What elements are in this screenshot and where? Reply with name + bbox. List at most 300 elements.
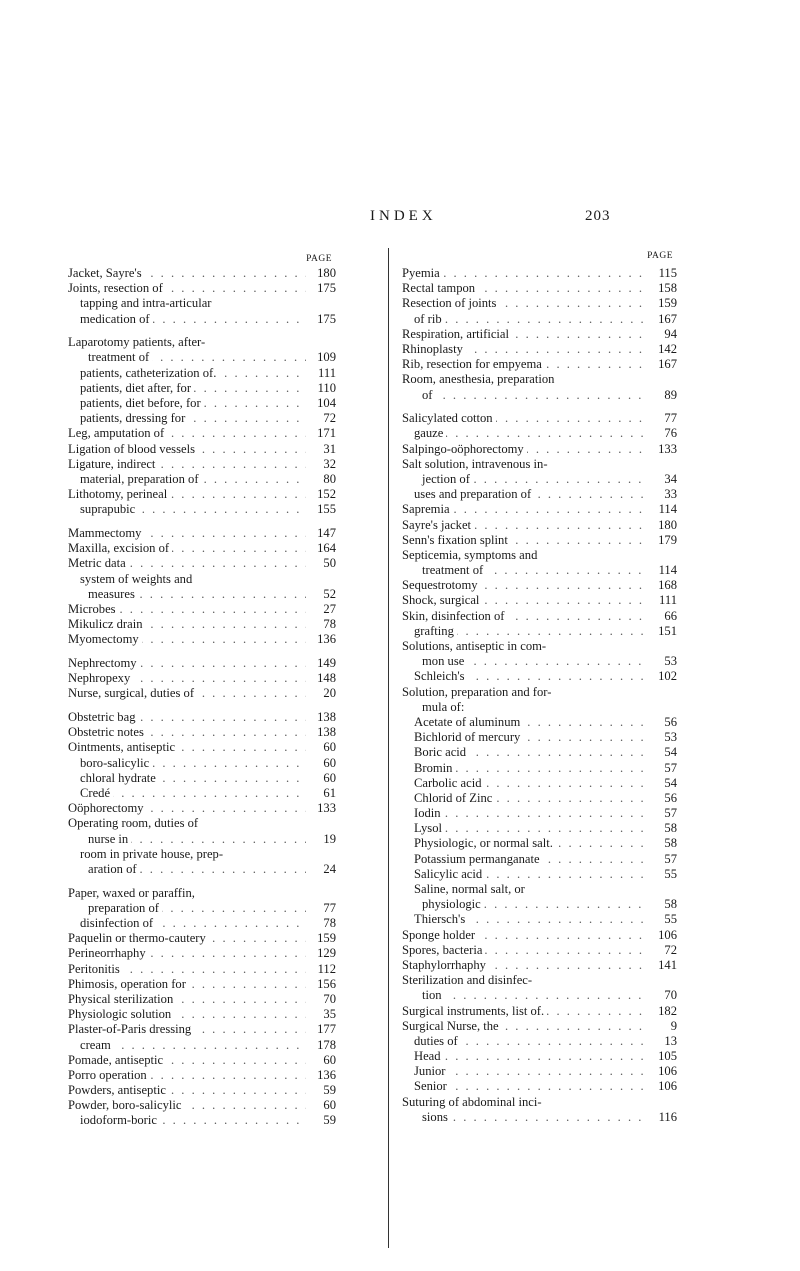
entry-term: aration of xyxy=(88,862,140,877)
index-entry xyxy=(68,1038,336,1053)
entry-term: Myomectomy xyxy=(68,632,142,647)
entry-page-number: 112 xyxy=(317,961,336,976)
entry-page-number: 116 xyxy=(658,1109,677,1124)
entry-term: Room, anesthesia, preparation xyxy=(402,372,555,387)
dot-leader xyxy=(422,988,647,1003)
entry-page-number: 33 xyxy=(664,487,677,502)
index-column-right xyxy=(402,251,677,1125)
index-entry xyxy=(402,442,677,457)
entry-page-number: 60 xyxy=(323,770,336,785)
index-entry xyxy=(68,886,336,901)
entry-term: Septicemia, symptoms and xyxy=(402,547,538,562)
entry-page-number: 149 xyxy=(317,656,336,670)
entry-page-number: 178 xyxy=(317,1037,336,1052)
entry-page-number: 55 xyxy=(664,912,677,927)
entry-page-number: 66 xyxy=(664,608,677,623)
entry-page-number: 148 xyxy=(317,671,336,686)
entry-page-number: 111 xyxy=(659,593,677,608)
entry-term: Obstetric notes xyxy=(68,725,147,740)
entry-term: Phimosis, operation for xyxy=(68,977,189,992)
index-entry xyxy=(402,897,677,912)
dot-leader xyxy=(414,1049,647,1064)
entry-page-number: 58 xyxy=(664,897,677,912)
index-entry xyxy=(68,816,336,831)
entry-page-number: 27 xyxy=(323,601,336,616)
index-letter-group xyxy=(68,710,336,877)
entry-term: patients, diet after, for xyxy=(80,381,194,396)
entry-page-number: 147 xyxy=(317,526,336,540)
page-column-label: PAGE xyxy=(306,254,332,264)
index-entry xyxy=(402,958,677,973)
entry-term: material, preparation of xyxy=(80,472,202,487)
entry-term: Surgical instruments, list of. xyxy=(402,1004,547,1019)
entry-term: uses and preparation of xyxy=(414,487,534,502)
index-entry xyxy=(68,411,336,426)
entry-term: Senior xyxy=(414,1079,450,1094)
entry-page-number: 167 xyxy=(658,311,677,326)
entry-page-number: 20 xyxy=(323,686,336,701)
dot-leader xyxy=(422,388,647,403)
entry-page-number: 72 xyxy=(323,411,336,426)
entry-page-number: 105 xyxy=(658,1049,677,1064)
index-entry xyxy=(68,526,336,541)
index-entry xyxy=(402,593,677,608)
entry-term: Leg, amputation of xyxy=(68,426,167,441)
index-entry xyxy=(402,715,677,730)
dot-leader xyxy=(414,1064,647,1079)
entry-term: Head xyxy=(414,1049,444,1064)
index-entry xyxy=(402,411,677,426)
entry-page-number: 35 xyxy=(323,1007,336,1022)
index-entry xyxy=(68,572,336,587)
index-entry xyxy=(402,609,677,624)
entry-page-number: 56 xyxy=(664,714,677,729)
entry-page-number: 78 xyxy=(323,617,336,632)
entry-term: Joints, resection of xyxy=(68,281,166,296)
entry-term: of rib xyxy=(414,312,445,327)
entry-term: Rib, resection for empyema xyxy=(402,357,545,372)
entry-page-number: 136 xyxy=(317,632,336,647)
entry-page-number: 34 xyxy=(664,471,677,486)
index-entry xyxy=(402,928,677,943)
entry-page-number: 138 xyxy=(317,710,336,725)
index-entry xyxy=(68,1098,336,1113)
entry-term: nurse in xyxy=(88,832,131,847)
entry-page-number: 167 xyxy=(658,357,677,372)
entry-term: room in private house, prep- xyxy=(80,846,224,861)
entry-term: Staphylorrhaphy xyxy=(402,958,489,973)
index-entry xyxy=(402,296,677,311)
entry-term: Credé xyxy=(80,786,113,801)
index-entry xyxy=(402,639,677,654)
entry-page-number: 77 xyxy=(664,411,677,426)
entry-page-number: 133 xyxy=(317,801,336,816)
index-entry xyxy=(68,1007,336,1022)
index-letter-group xyxy=(68,335,336,517)
entry-term: Mikulicz drain xyxy=(68,617,146,632)
index-entry xyxy=(68,426,336,441)
index-entry xyxy=(402,266,677,281)
dot-leader xyxy=(414,821,647,836)
index-letter-group xyxy=(402,266,677,403)
index-entry xyxy=(402,388,677,403)
page-column-label: PAGE xyxy=(647,251,673,261)
entry-term: Nephrectomy xyxy=(68,656,140,671)
index-letter-group xyxy=(402,411,677,1125)
entry-term: iodoform-boric xyxy=(80,1113,160,1128)
dot-leader xyxy=(80,1038,306,1053)
entry-page-number: 142 xyxy=(658,341,677,356)
index-entry xyxy=(68,901,336,916)
index-entry xyxy=(402,806,677,821)
index-letter-group xyxy=(68,656,336,702)
index-entry xyxy=(402,563,677,578)
entry-term: Powder, boro-salicylic xyxy=(68,1098,185,1113)
entry-page-number: 171 xyxy=(317,426,336,441)
index-entry xyxy=(68,396,336,411)
index-entry xyxy=(68,862,336,877)
entry-term: gauze xyxy=(414,426,446,441)
entry-term: Perineorrhaphy xyxy=(68,946,149,961)
entry-page-number: 141 xyxy=(658,957,677,972)
entry-term: treatment of xyxy=(88,350,152,365)
entry-term: Surgical Nurse, the xyxy=(402,1019,502,1034)
entry-page-number: 54 xyxy=(664,745,677,760)
index-entry xyxy=(402,730,677,745)
entry-term: disinfection of xyxy=(80,916,156,931)
page-header xyxy=(0,208,800,228)
entry-page-number: 179 xyxy=(658,532,677,547)
index-entry xyxy=(68,312,336,327)
entry-page-number: 155 xyxy=(317,502,336,517)
entry-term: patients, catheterization of. xyxy=(80,366,219,381)
index-entry xyxy=(402,578,677,593)
entry-term: suprapubic xyxy=(80,502,138,517)
entry-term: Salpingo-oöphorectomy xyxy=(402,442,527,457)
entry-term: Plaster-of-Paris dressing xyxy=(68,1022,194,1037)
entry-term: Shock, surgical xyxy=(402,593,482,608)
entry-term: Paquelin or thermo-cautery xyxy=(68,931,209,946)
entry-term: Sterilization and disinfec- xyxy=(402,973,533,988)
entry-term: Spores, bacteria xyxy=(402,943,485,958)
entry-page-number: 54 xyxy=(664,775,677,790)
index-entry xyxy=(402,836,677,851)
index-entry xyxy=(68,771,336,786)
index-entry xyxy=(402,821,677,836)
entry-term: Thiersch's xyxy=(414,912,468,927)
index-entry xyxy=(402,372,677,387)
index-entry xyxy=(68,602,336,617)
entry-term: measures xyxy=(88,587,138,602)
page-number: 203 xyxy=(585,208,611,224)
index-entry xyxy=(402,791,677,806)
entry-term: tion xyxy=(422,988,445,1003)
entry-term: Salt solution, intravenous in- xyxy=(402,456,548,471)
entry-term: duties of xyxy=(414,1034,461,1049)
index-entry xyxy=(68,472,336,487)
entry-page-number: 52 xyxy=(323,586,336,601)
entry-term: Rectal tampon xyxy=(402,281,478,296)
entry-term: Pomade, antiseptic xyxy=(68,1053,166,1068)
index-entry xyxy=(402,518,677,533)
index-entry xyxy=(68,847,336,862)
index-entry xyxy=(68,832,336,847)
index-entry xyxy=(68,502,336,517)
index-entry xyxy=(402,357,677,372)
index-entry xyxy=(68,916,336,931)
entry-term: cream xyxy=(80,1038,114,1053)
entry-term: Skin, disinfection of xyxy=(402,609,508,624)
entry-page-number: 78 xyxy=(323,916,336,930)
entry-page-number: 182 xyxy=(658,1003,677,1018)
index-entry xyxy=(68,686,336,701)
entry-page-number: 180 xyxy=(317,266,336,280)
entry-term: boro-salicylic xyxy=(80,756,152,771)
dot-leader xyxy=(80,786,306,801)
index-entry xyxy=(68,457,336,472)
entry-page-number: 158 xyxy=(658,281,677,296)
entry-term: Oöphorectomy xyxy=(68,801,147,816)
index-entry xyxy=(402,685,677,700)
entry-term: Iodin xyxy=(414,806,444,821)
index-entry xyxy=(402,882,677,897)
entry-term: tapping and intra-articular xyxy=(80,296,212,311)
index-entry xyxy=(402,624,677,639)
index-entry xyxy=(68,1068,336,1083)
entry-term: Senn's fixation splint xyxy=(402,533,511,548)
index-entry xyxy=(68,1083,336,1098)
index-entry xyxy=(68,756,336,771)
entry-term: Physiologic solution xyxy=(68,1007,174,1022)
index-entry xyxy=(402,943,677,958)
entry-term: Respiration, artificial xyxy=(402,327,512,342)
entry-page-number: 56 xyxy=(664,790,677,805)
dot-leader xyxy=(422,1110,647,1125)
entry-term: Sponge holder xyxy=(402,928,478,943)
entry-term: grafting xyxy=(414,624,457,639)
entry-term: Salicylated cotton xyxy=(402,411,496,426)
entry-page-number: 19 xyxy=(323,831,336,846)
entry-page-number: 168 xyxy=(658,578,677,593)
entry-page-number: 72 xyxy=(664,942,677,957)
entry-page-number: 60 xyxy=(323,1052,336,1067)
index-entry xyxy=(68,366,336,381)
entry-term: Pyemia xyxy=(402,266,443,281)
index-entry xyxy=(402,745,677,760)
entry-page-number: 110 xyxy=(317,380,336,395)
entry-page-number: 175 xyxy=(317,281,336,296)
index-entry xyxy=(68,587,336,602)
index-entry xyxy=(402,988,677,1003)
entry-term: Solution, preparation and for- xyxy=(402,684,552,699)
index-entry xyxy=(68,977,336,992)
entry-term: Obstetric bag xyxy=(68,710,139,725)
entry-page-number: 151 xyxy=(658,623,677,638)
index-entry xyxy=(68,335,336,350)
index-entry xyxy=(68,962,336,977)
entry-term: Chlorid of Zinc xyxy=(414,791,495,806)
entry-term: chloral hydrate xyxy=(80,771,159,786)
entry-page-number: 53 xyxy=(664,654,677,669)
entry-page-number: 24 xyxy=(323,861,336,876)
entry-term: Bromin xyxy=(414,761,455,776)
entry-term: Paper, waxed or paraffin, xyxy=(68,885,195,900)
index-column-left xyxy=(68,254,336,1129)
entry-term: jection of xyxy=(422,472,473,487)
entry-page-number: 102 xyxy=(658,669,677,684)
index-entry xyxy=(68,266,336,281)
index-entry xyxy=(402,312,677,327)
entry-page-number: 177 xyxy=(317,1022,336,1037)
dot-leader xyxy=(414,426,647,441)
entry-page-number: 59 xyxy=(323,1113,336,1128)
index-entry xyxy=(68,442,336,457)
entry-page-number: 58 xyxy=(664,836,677,851)
index-entry xyxy=(68,710,336,725)
entry-page-number: 114 xyxy=(658,502,677,517)
entry-page-number: 111 xyxy=(318,365,336,380)
index-entry xyxy=(402,1110,677,1125)
entry-page-number: 57 xyxy=(664,760,677,775)
entry-page-number: 106 xyxy=(658,927,677,942)
entry-page-number: 60 xyxy=(323,1098,336,1113)
index-entry xyxy=(68,381,336,396)
entry-term: Salicylic acid xyxy=(414,867,485,882)
entry-page-number: 76 xyxy=(664,426,677,441)
entry-term: Carbolic acid xyxy=(414,776,485,791)
entry-page-number: 60 xyxy=(323,755,336,770)
entry-term: Physical sterilization xyxy=(68,992,176,1007)
entry-term: mula of: xyxy=(422,699,465,714)
index-entry xyxy=(402,973,677,988)
entry-term: Nurse, surgical, duties of xyxy=(68,686,197,701)
entry-term: Saline, normal salt, or xyxy=(414,882,525,896)
index-entry xyxy=(402,669,677,684)
index-letter-group xyxy=(68,266,336,327)
entry-page-number: 175 xyxy=(317,311,336,326)
index-entry xyxy=(68,725,336,740)
index-entry xyxy=(68,1113,336,1128)
index-entry xyxy=(68,786,336,801)
index-entry xyxy=(402,281,677,296)
entry-term: Powders, antiseptic xyxy=(68,1083,169,1098)
index-entry xyxy=(402,502,677,517)
entry-term: Bichlorid of mercury xyxy=(414,730,523,745)
entry-term: Sequestrotomy xyxy=(402,578,481,593)
entry-term: patients, diet before, for xyxy=(80,396,204,411)
entry-term: preparation of xyxy=(88,901,162,916)
entry-page-number: 136 xyxy=(317,1067,336,1082)
index-entry xyxy=(402,342,677,357)
entry-term: Porro operation xyxy=(68,1068,150,1083)
entry-page-number: 94 xyxy=(664,326,677,341)
entry-term: Jacket, Sayre's xyxy=(68,266,145,281)
entry-page-number: 152 xyxy=(317,487,336,502)
entry-page-number: 57 xyxy=(664,806,677,821)
index-entry xyxy=(68,296,336,311)
entry-term: medication of xyxy=(80,312,153,327)
entry-page-number: 109 xyxy=(317,350,336,365)
entry-term: Peritonitis xyxy=(68,962,123,977)
entry-page-number: 77 xyxy=(323,900,336,915)
entry-term: mon use xyxy=(422,654,467,669)
index-entry xyxy=(68,487,336,502)
index-entry xyxy=(68,992,336,1007)
entry-page-number: 50 xyxy=(323,556,336,571)
index-entry xyxy=(402,912,677,927)
entry-term: Lithotomy, perineal xyxy=(68,487,170,502)
index-entry xyxy=(402,426,677,441)
entry-term: Physiologic, or normal salt. xyxy=(414,836,556,851)
entry-term: Ligation of blood vessels xyxy=(68,442,198,457)
entry-page-number: 9 xyxy=(670,1018,677,1033)
entry-page-number: 156 xyxy=(317,976,336,991)
column-divider xyxy=(388,248,389,1248)
index-entry xyxy=(402,487,677,502)
entry-page-number: 58 xyxy=(664,821,677,836)
index-entry xyxy=(402,548,677,563)
index-entry xyxy=(402,654,677,669)
index-entry xyxy=(68,946,336,961)
entry-page-number: 70 xyxy=(664,988,677,1003)
entry-term: Laparotomy patients, after- xyxy=(68,335,206,350)
index-entry xyxy=(68,556,336,571)
entry-term: Suturing of abdominal inci- xyxy=(402,1094,542,1109)
entry-page-number: 159 xyxy=(317,931,336,946)
entry-term: Maxilla, excision of xyxy=(68,541,172,556)
entry-page-number: 89 xyxy=(664,387,677,402)
entry-term: Boric acid xyxy=(414,745,469,760)
index-letter-group xyxy=(68,886,336,1129)
index-entry xyxy=(68,632,336,647)
entry-term: sions xyxy=(422,1110,451,1125)
index-entry xyxy=(68,1022,336,1037)
entry-page-number: 114 xyxy=(658,563,677,578)
index-entry xyxy=(68,541,336,556)
entry-page-number: 159 xyxy=(658,296,677,311)
entry-term: Junior xyxy=(414,1064,448,1079)
index-entry xyxy=(402,776,677,791)
entry-page-number: 13 xyxy=(664,1033,677,1048)
entry-term: Lysol xyxy=(414,821,445,836)
index-entry xyxy=(402,700,677,715)
entry-page-number: 70 xyxy=(323,991,336,1006)
running-title: INDEX xyxy=(370,208,437,224)
entry-page-number: 115 xyxy=(658,266,677,280)
entry-page-number: 106 xyxy=(658,1079,677,1094)
entry-term: treatment of xyxy=(422,563,486,578)
entry-term: Ligature, indirect xyxy=(68,457,158,472)
entry-page-number: 104 xyxy=(317,396,336,410)
index-entry xyxy=(402,1095,677,1110)
entry-page-number: 164 xyxy=(317,541,336,556)
index-entry xyxy=(402,327,677,342)
index-entry xyxy=(68,1053,336,1068)
index-entry xyxy=(402,472,677,487)
entry-page-number: 53 xyxy=(664,730,677,745)
index-entry xyxy=(68,350,336,365)
entry-term: Solutions, antiseptic in com- xyxy=(402,639,547,653)
index-entry xyxy=(68,656,336,671)
index-entry xyxy=(402,1004,677,1019)
index-entry xyxy=(402,1034,677,1049)
entry-term: Sapremia xyxy=(402,502,453,517)
entry-page-number: 31 xyxy=(323,441,336,456)
index-entry xyxy=(402,1079,677,1094)
entry-term: Operating room, duties of xyxy=(68,816,199,831)
index-entry xyxy=(68,617,336,632)
dot-leader xyxy=(414,806,647,821)
